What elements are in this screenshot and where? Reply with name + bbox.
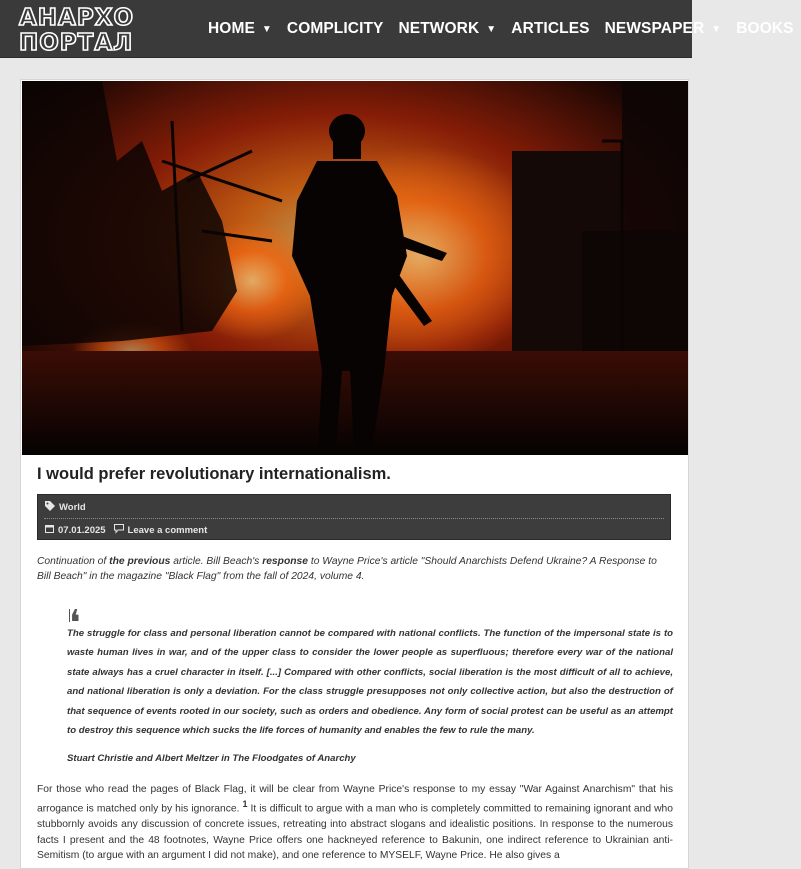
nav-item-books[interactable] (736, 20, 793, 38)
nav-item-label: COMPLICITY (286, 20, 384, 37)
chevron-down-icon: ▼ (486, 23, 497, 35)
featured-image (22, 81, 688, 455)
category-link[interactable]: World (59, 502, 86, 513)
nav-item-label: ARTICLES (511, 20, 590, 37)
leave-comment-link[interactable]: Leave a comment (127, 524, 208, 536)
footnote-link[interactable]: 1 (242, 799, 248, 810)
article-body (37, 782, 673, 863)
intro-text-2: article. Bill Beach's (170, 556, 263, 567)
blockquote (67, 598, 673, 764)
nav-item-label: NEWSPAPER (604, 20, 705, 37)
nav-item-label: NETWORK (398, 20, 480, 37)
article-meta-bar (37, 494, 671, 540)
nav-item-label: BOOKS (736, 20, 794, 37)
nav-item-label: HOME (208, 20, 255, 37)
site-header (0, 0, 794, 58)
quote-text: The struggle for class and personal liberation cannot be compared with national conflicts. The function of the impersonal state is to waste human lives in war, and of the upper class to consider the lower people as superfluous; therefore every war of the national state always has a cruel character in itself. [...] Compared with other conflicts, social liberation is the most difficult of all to achieve, and national liberation is only a deviation. For the class struggle presupposes not only collective action, but also the destruction of that sequence of events rooted in our society, such as orders and obedience. Any form of social protest can be useful as an attempt to destroy this sequence which sucks the life forces of humanity and enables the few to rule the many. (67, 628, 673, 737)
chevron-down-icon: ▼ (711, 23, 722, 35)
previous-article-link[interactable]: the previous (109, 556, 171, 567)
main-nav (200, 0, 801, 58)
quote-citation: Stuart Christie and Albert Meltzer in The Floodgates of Anarchy (67, 753, 356, 765)
body-text-1: For those who read the pages of Black Flag, it will be clear from Wayne Price's response to my essay "War Against Anarchism" that his arrogance is matched only by his ignorance. (37, 784, 673, 815)
logo-line-1: АНАРХО (19, 5, 134, 31)
body-text-2: It is difficult to argue with a man who is completely committed to remaining ignorant and who stubbornly avoids any discussion of concrete issues, retreating into abstract slogans and idealistic positions. In response to the numerous facts I present and the 48 footnotes, Wayne Price offers one hackneyed reference to Bakunin, one indirect reference to Ukrainian anti-Semitism (to argue with an argument I did not make), and one reference to MYSELF, Wayne Price. He also gives a (37, 803, 673, 862)
chevron-down-icon: ▼ (261, 23, 272, 35)
nav-item-home[interactable] (208, 20, 272, 38)
quote-icon: ❛ (69, 602, 81, 644)
article-title[interactable]: I would prefer revolutionary internationalism. (37, 465, 391, 483)
tag-icon (45, 501, 55, 514)
meta-divider (44, 518, 664, 519)
intro-text-1: Continuation of (37, 556, 110, 567)
response-link[interactable]: response (262, 556, 308, 567)
intro-text-3: to Wayne Price's article "Should Anarchists Defend Ukraine? A Response to Bill Beach" in the magazine "Black Flag" from the fall of 2024, volume 4. (37, 556, 657, 582)
nav-item-newspaper[interactable] (605, 20, 722, 38)
calendar-icon (45, 524, 54, 536)
post-date[interactable]: 07.01.2025 (58, 524, 106, 536)
site-logo[interactable] (18, 3, 163, 55)
logo-line-2: ПОРТАЛ (19, 30, 134, 56)
nav-item-articles[interactable] (511, 20, 589, 38)
article-card (20, 79, 689, 869)
nav-item-network[interactable] (399, 20, 497, 38)
comment-icon (114, 524, 124, 536)
article-intro (37, 554, 673, 584)
nav-item-complicity[interactable] (287, 20, 384, 38)
